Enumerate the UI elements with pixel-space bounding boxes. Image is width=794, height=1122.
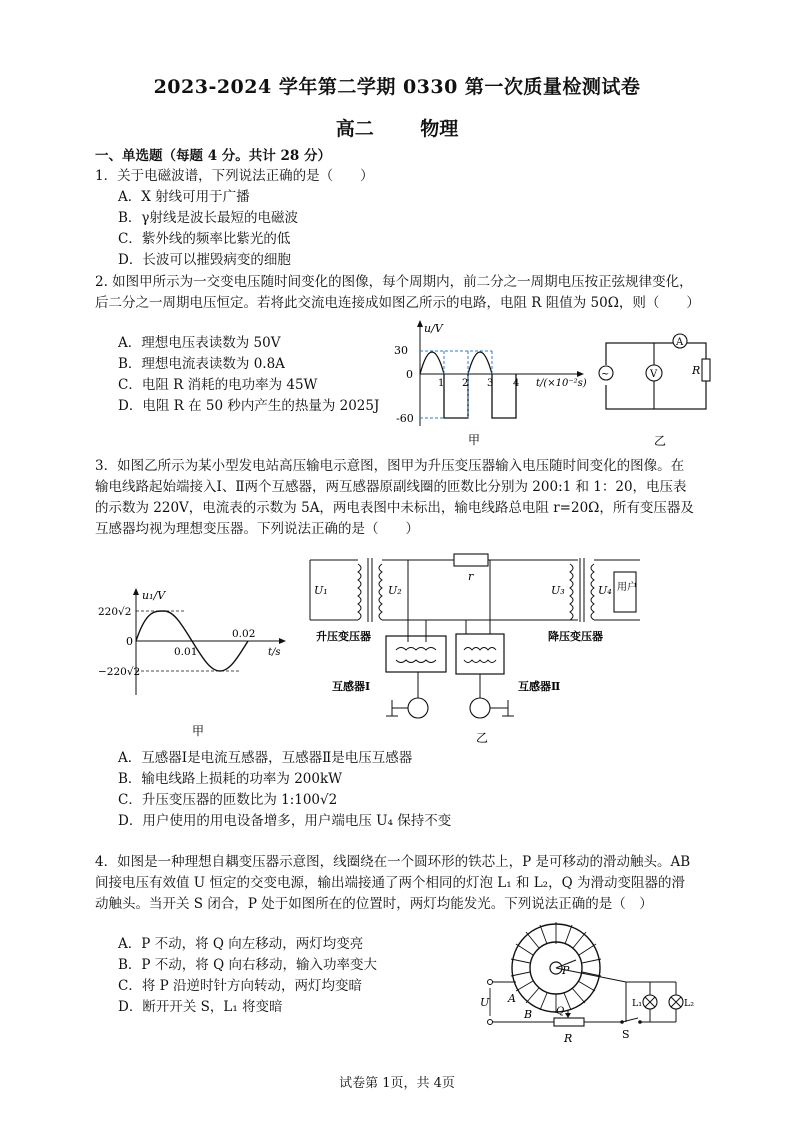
q4-b: B [524, 1008, 533, 1021]
q2a-xlabel: t/(×10⁻²s) [536, 378, 587, 389]
q3b-u1: U₁ [314, 584, 328, 597]
q3a-y-zero: 0 [126, 635, 133, 648]
meter-2-icon [470, 698, 490, 718]
q2b-caption: 乙 [654, 434, 667, 448]
q4-r: R [564, 1032, 573, 1045]
q3b-step-down: 降压变压器 [548, 630, 603, 643]
q4-option-c: C．将 P 沿逆时针方向转动，两灯均变暗 [118, 978, 362, 994]
q4-stem-line3: 动触头。当开关 S 闭合，P 处于如图所在的位置时，两灯均能发光。下列说法正确的是（ ） [95, 896, 653, 912]
q3-stem-line4: 互感器均视为理想变压器。下列说法正确的是（ ） [95, 521, 419, 537]
q2a-tick-1: 1 [438, 378, 445, 389]
q4-u: U [480, 996, 490, 1009]
q2b-voltmeter: V [650, 369, 658, 380]
q3b-user: 用户 [617, 582, 637, 593]
rheostat-icon [554, 1018, 584, 1026]
q3-stem-line1: 3．如图乙所示为某小型发电站高压输电示意图，图甲为升压变压器输入电压随时间变化的图像。在 [95, 458, 685, 474]
q4-option-b: B．P 不动，将 Q 向右移动，输入功率变大 [118, 957, 377, 973]
q3a-y-bottom: −220√2 [98, 666, 141, 678]
q1-option-a: A．X 射线可用于广播 [118, 189, 250, 205]
q2a-ylabel: u/V [424, 322, 443, 335]
q3a-t2: 0.02 [232, 628, 256, 640]
q3b-ct1: 互感器Ⅰ [332, 680, 371, 693]
q1-stem: 1．关于电磁波谱，下列说法正确的是（ ） [95, 168, 374, 184]
resistor-icon [702, 359, 710, 381]
q4-a: A [508, 992, 516, 1005]
q3-figure-a [92, 585, 302, 745]
q3-option-d: D．用户使用的用电设备增多，用户端电压 U₄ 保持不变 [118, 813, 452, 829]
section-heading: 一、单选题（每题 4 分。共计 28 分） [95, 148, 331, 164]
q3a-y-top: 220√2 [98, 606, 132, 618]
q3b-caption: 乙 [476, 731, 489, 745]
q3a-ylabel: u₁/V [142, 589, 166, 602]
q2-option-b: B．理想电流表读数为 0.8A [118, 356, 285, 372]
q2-option-d: D．电阻 R 在 50 秒内产生的热量为 2025J [118, 398, 380, 414]
q4-q: Q [556, 1006, 565, 1017]
q4-figure [476, 918, 702, 1050]
q1-option-d: D．长波可以摧毁病变的细胞 [118, 252, 291, 268]
q2a-y-top: 30 [394, 344, 408, 357]
q3b-u2: U₂ [388, 584, 402, 597]
q2b-ammeter: A [676, 337, 684, 348]
q2-figure-b [596, 325, 721, 449]
q2-stem-line2: 后二分之一周期电压恒定。若将此交流电连接成如图乙所示的电路，电阻 R 阻值为 50Ω，则（ ） [95, 295, 700, 311]
q2a-y-zero: 0 [406, 368, 413, 381]
exam-subtitle: 高二 物理 [335, 118, 459, 140]
q3b-u4: U₄ [598, 584, 612, 597]
meter-1-icon [408, 698, 428, 718]
exam-title: 2023-2024 学年第二学期 0330 第一次质量检测试卷 [153, 76, 641, 98]
q3-option-a: A．互感器Ⅰ是电流互感器，互感器Ⅱ是电压互感器 [118, 750, 413, 766]
q1-option-c: C．紫外线的频率比紫光的低 [118, 231, 291, 247]
q4-l1: L₁ [632, 998, 643, 1009]
q4-stem-line2: 间接电压有效值 U 恒定的交变电源，输出端接通了两个相同的灯泡 L₁ 和 L₂，Q 为滑动变阻器的滑 [95, 875, 685, 891]
q4-s: S [622, 1028, 630, 1041]
q3-stem-line3: 的示数为 220V，电流表的示数为 5A，两电表图中未标出，输电线路总电阻 r=20Ω，所有变压器及 [95, 500, 694, 516]
q3b-r: r [468, 570, 474, 583]
q4-option-a: A．P 不动，将 Q 向左移动，两灯均变亮 [118, 936, 364, 952]
q2a-tick-3: 3 [487, 378, 494, 389]
q3-option-b: B．输电线路上损耗的功率为 200kW [118, 771, 343, 787]
q2a-tick-4: 4 [513, 378, 520, 389]
q2-figure-a [390, 318, 600, 450]
line-resistor-icon [454, 554, 488, 566]
q3a-t1: 0.01 [174, 646, 198, 658]
q2b-source: ~ [601, 369, 610, 380]
q2-option-a: A．理想电压表读数为 50V [118, 335, 281, 351]
page-footer: 试卷第 1页，共 4页 [339, 1076, 455, 1091]
q4-p: P [562, 964, 570, 977]
q3a-caption: 甲 [192, 724, 205, 738]
q4-option-d: D．断开开关 S，L₁ 将变暗 [118, 999, 283, 1015]
q3-option-c: C．升压变压器的匝数比为 1:100√2 [118, 792, 338, 808]
q2b-resistor: R [692, 364, 701, 377]
q3a-xlabel: t/s [268, 647, 281, 658]
q4-stem-line1: 4．如图是一种理想自耦变压器示意图，线圈绕在一个圆环形的铁芯上，P 是可移动的滑动触头。AB [95, 854, 691, 870]
q3-figure-b [308, 550, 648, 748]
q2a-tick-2: 2 [462, 378, 469, 389]
q4-l2: L₂ [684, 998, 695, 1009]
q2-stem-line1: 2. 如图甲所示为一交变电压随时间变化的图像，每个周期内，前二分之一周期电压按正弦规律变化， [95, 274, 693, 290]
q2a-caption: 甲 [468, 433, 481, 447]
q3b-ct2: 互感器Ⅱ [518, 680, 561, 693]
q2-option-c: C．电阻 R 消耗的电功率为 45W [118, 377, 318, 393]
q1-option-b: B．γ射线是波长最短的电磁波 [118, 210, 298, 226]
q3b-u3: U₃ [551, 584, 565, 597]
q3b-step-up: 升压变压器 [316, 630, 371, 643]
q3-stem-line2: 输电线路起始端接入Ⅰ、Ⅱ两个互感器，两互感器原副线圈的匝数比分别为 200:1 和 1：20，电压表 [95, 479, 687, 495]
q2a-y-bottom: -60 [396, 412, 414, 425]
